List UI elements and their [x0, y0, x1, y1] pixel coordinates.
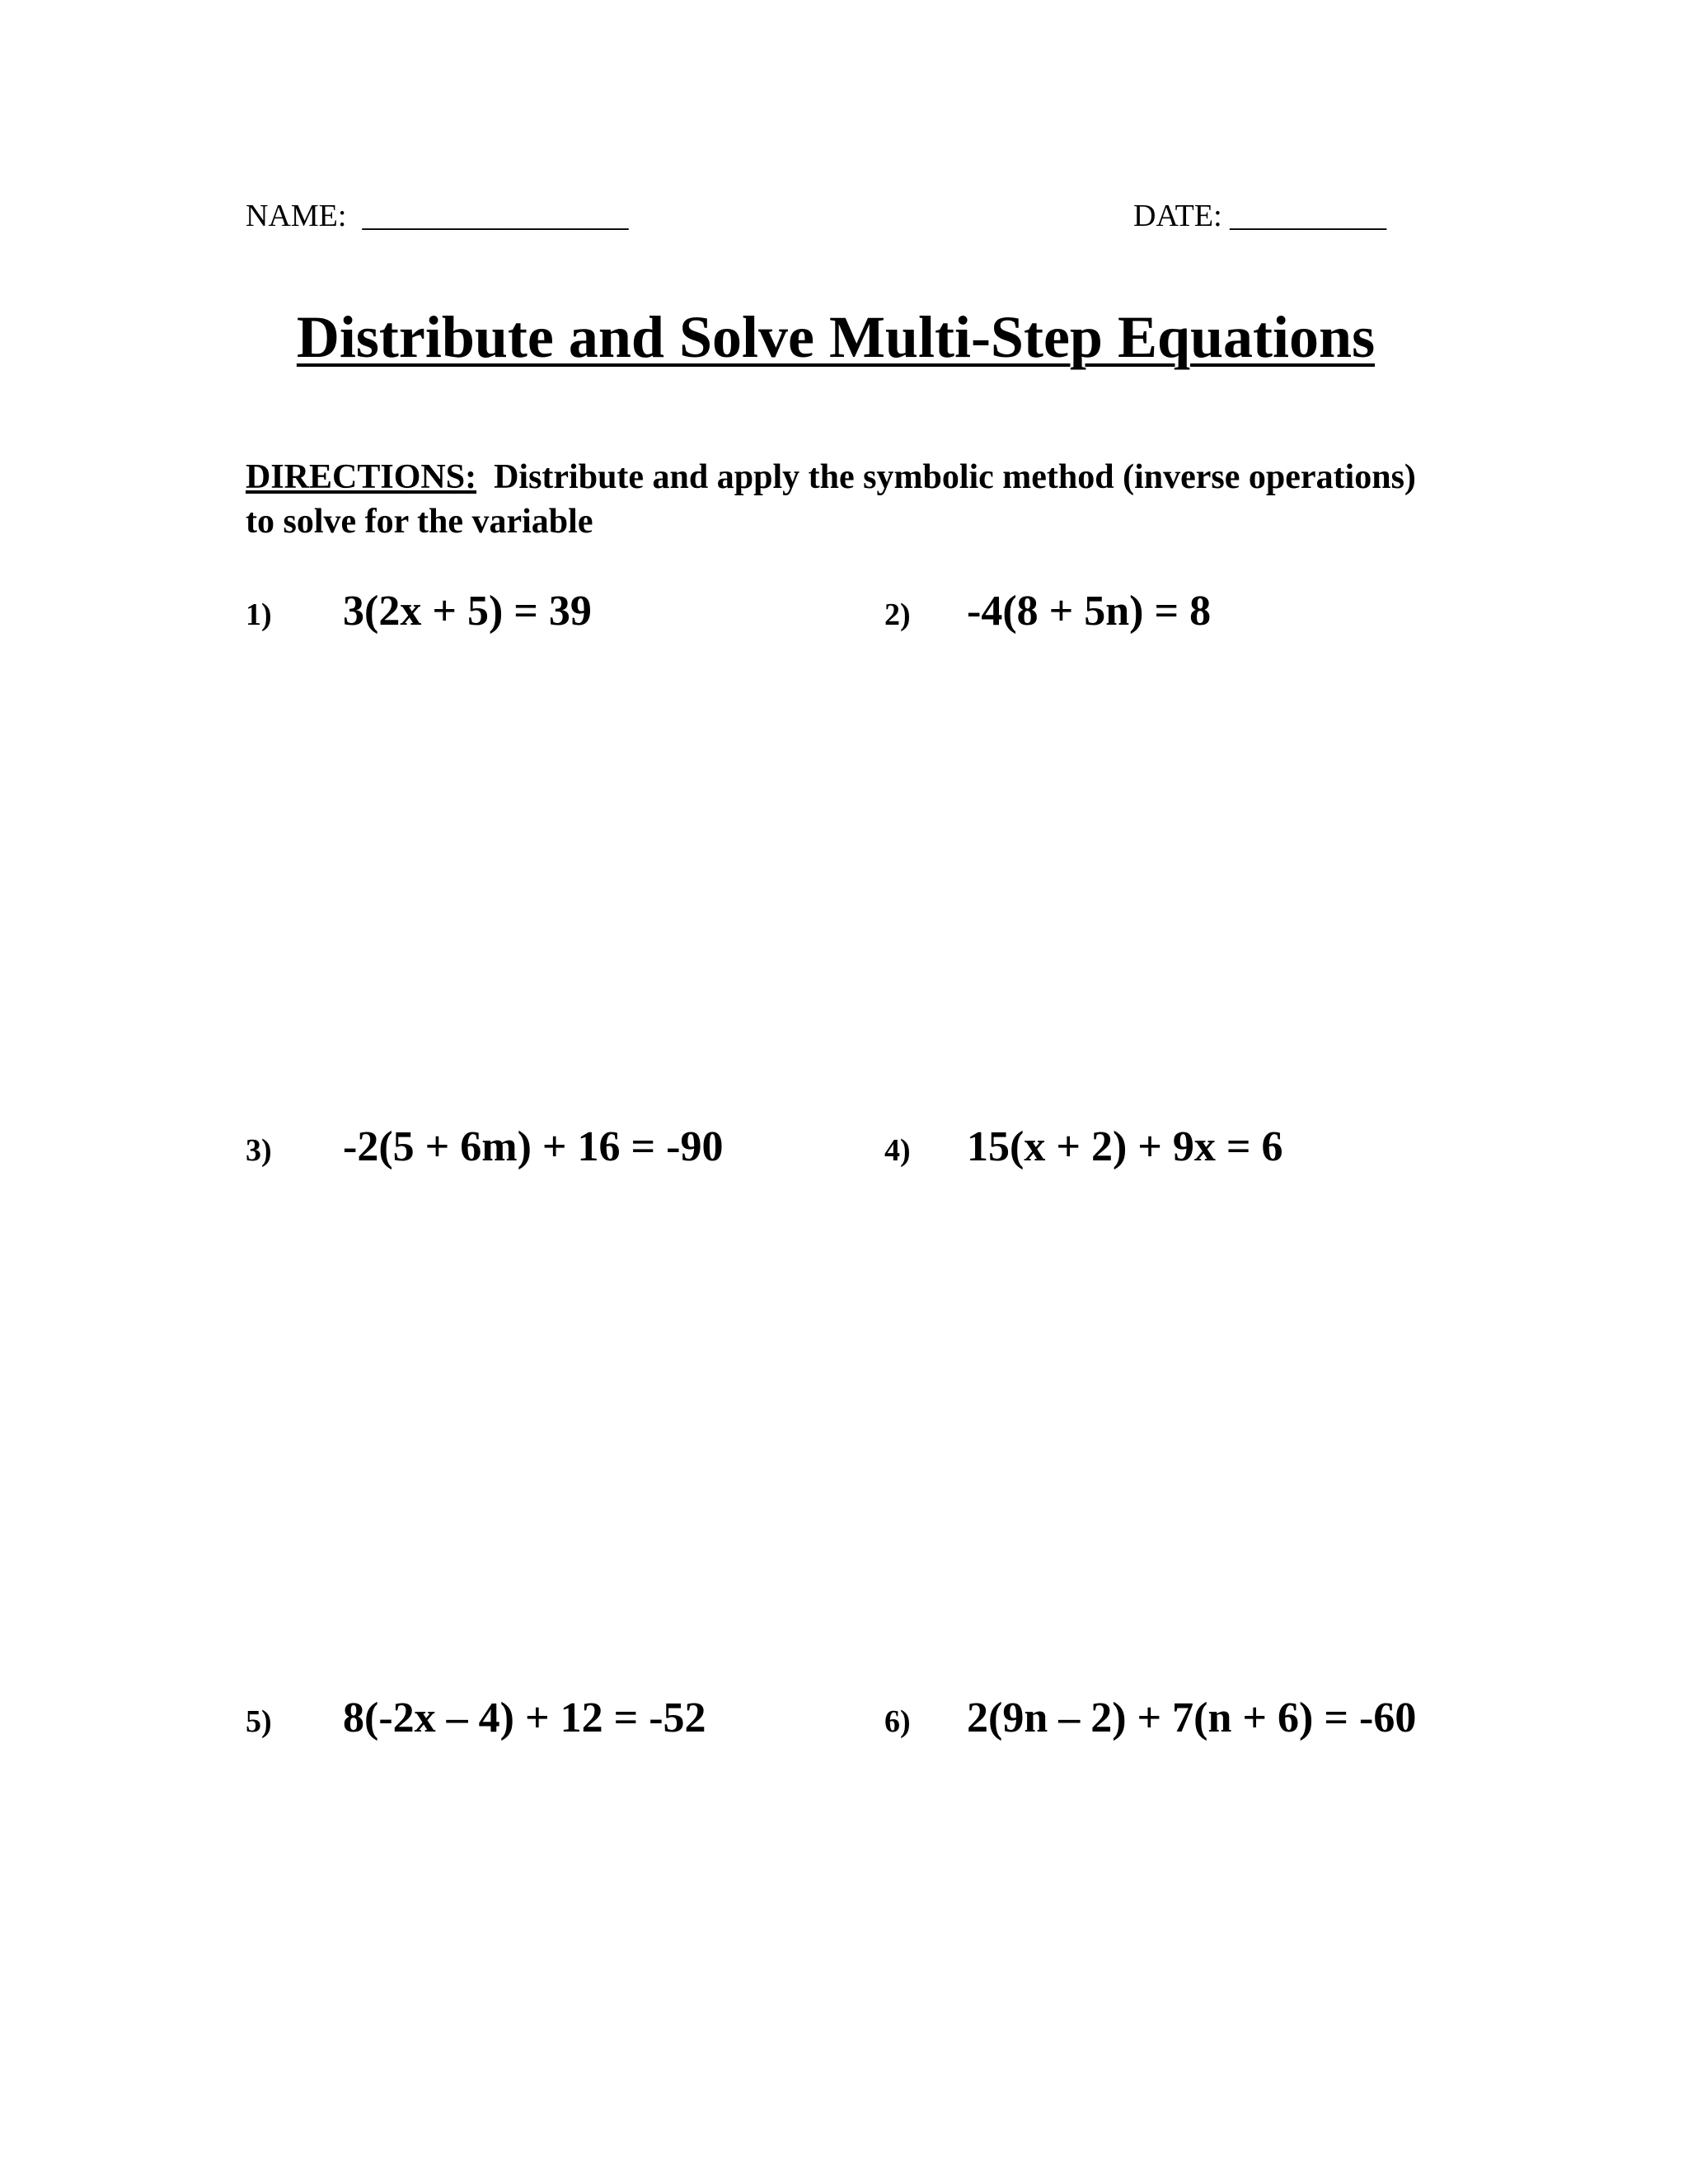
problem-number: 6) — [884, 1704, 911, 1739]
problem-number: 3) — [246, 1133, 272, 1168]
problem-number: 2) — [884, 598, 911, 632]
problem-1 — [246, 587, 592, 635]
problem-equation: 15(x + 2) + 9x = 6 — [967, 1123, 1283, 1170]
name-label: NAME: — [246, 199, 347, 233]
problem-equation: 3(2x + 5) = 39 — [343, 588, 592, 635]
problem-equation: 8(-2x – 4) + 12 = -52 — [343, 1694, 706, 1741]
directions-text: Distribute and apply the symbolic method (inverse operations) to solve for the variable — [246, 458, 1416, 541]
problem-2 — [884, 587, 1211, 635]
problem-3 — [246, 1122, 723, 1171]
problem-6 — [884, 1694, 1416, 1742]
directions — [246, 455, 1441, 544]
problem-4 — [884, 1122, 1283, 1171]
problem-number: 5) — [246, 1704, 272, 1739]
date-blank[interactable]: __________ — [1230, 199, 1387, 233]
name-blank[interactable]: _________________ — [362, 199, 629, 233]
name-field[interactable] — [246, 198, 628, 234]
problem-equation: -2(5 + 6m) + 16 = -90 — [343, 1123, 724, 1170]
date-label: DATE: — [1133, 199, 1222, 233]
problem-equation: 2(9n – 2) + 7(n + 6) = -60 — [967, 1694, 1417, 1741]
directions-label: DIRECTIONS: — [246, 458, 477, 496]
problem-number: 1) — [246, 598, 272, 632]
date-field[interactable] — [1133, 198, 1386, 234]
problem-number: 4) — [884, 1133, 911, 1168]
problem-5 — [246, 1694, 706, 1742]
problem-equation: -4(8 + 5n) = 8 — [967, 588, 1212, 635]
page-title: Distribute and Solve Multi-Step Equations — [296, 304, 1376, 370]
